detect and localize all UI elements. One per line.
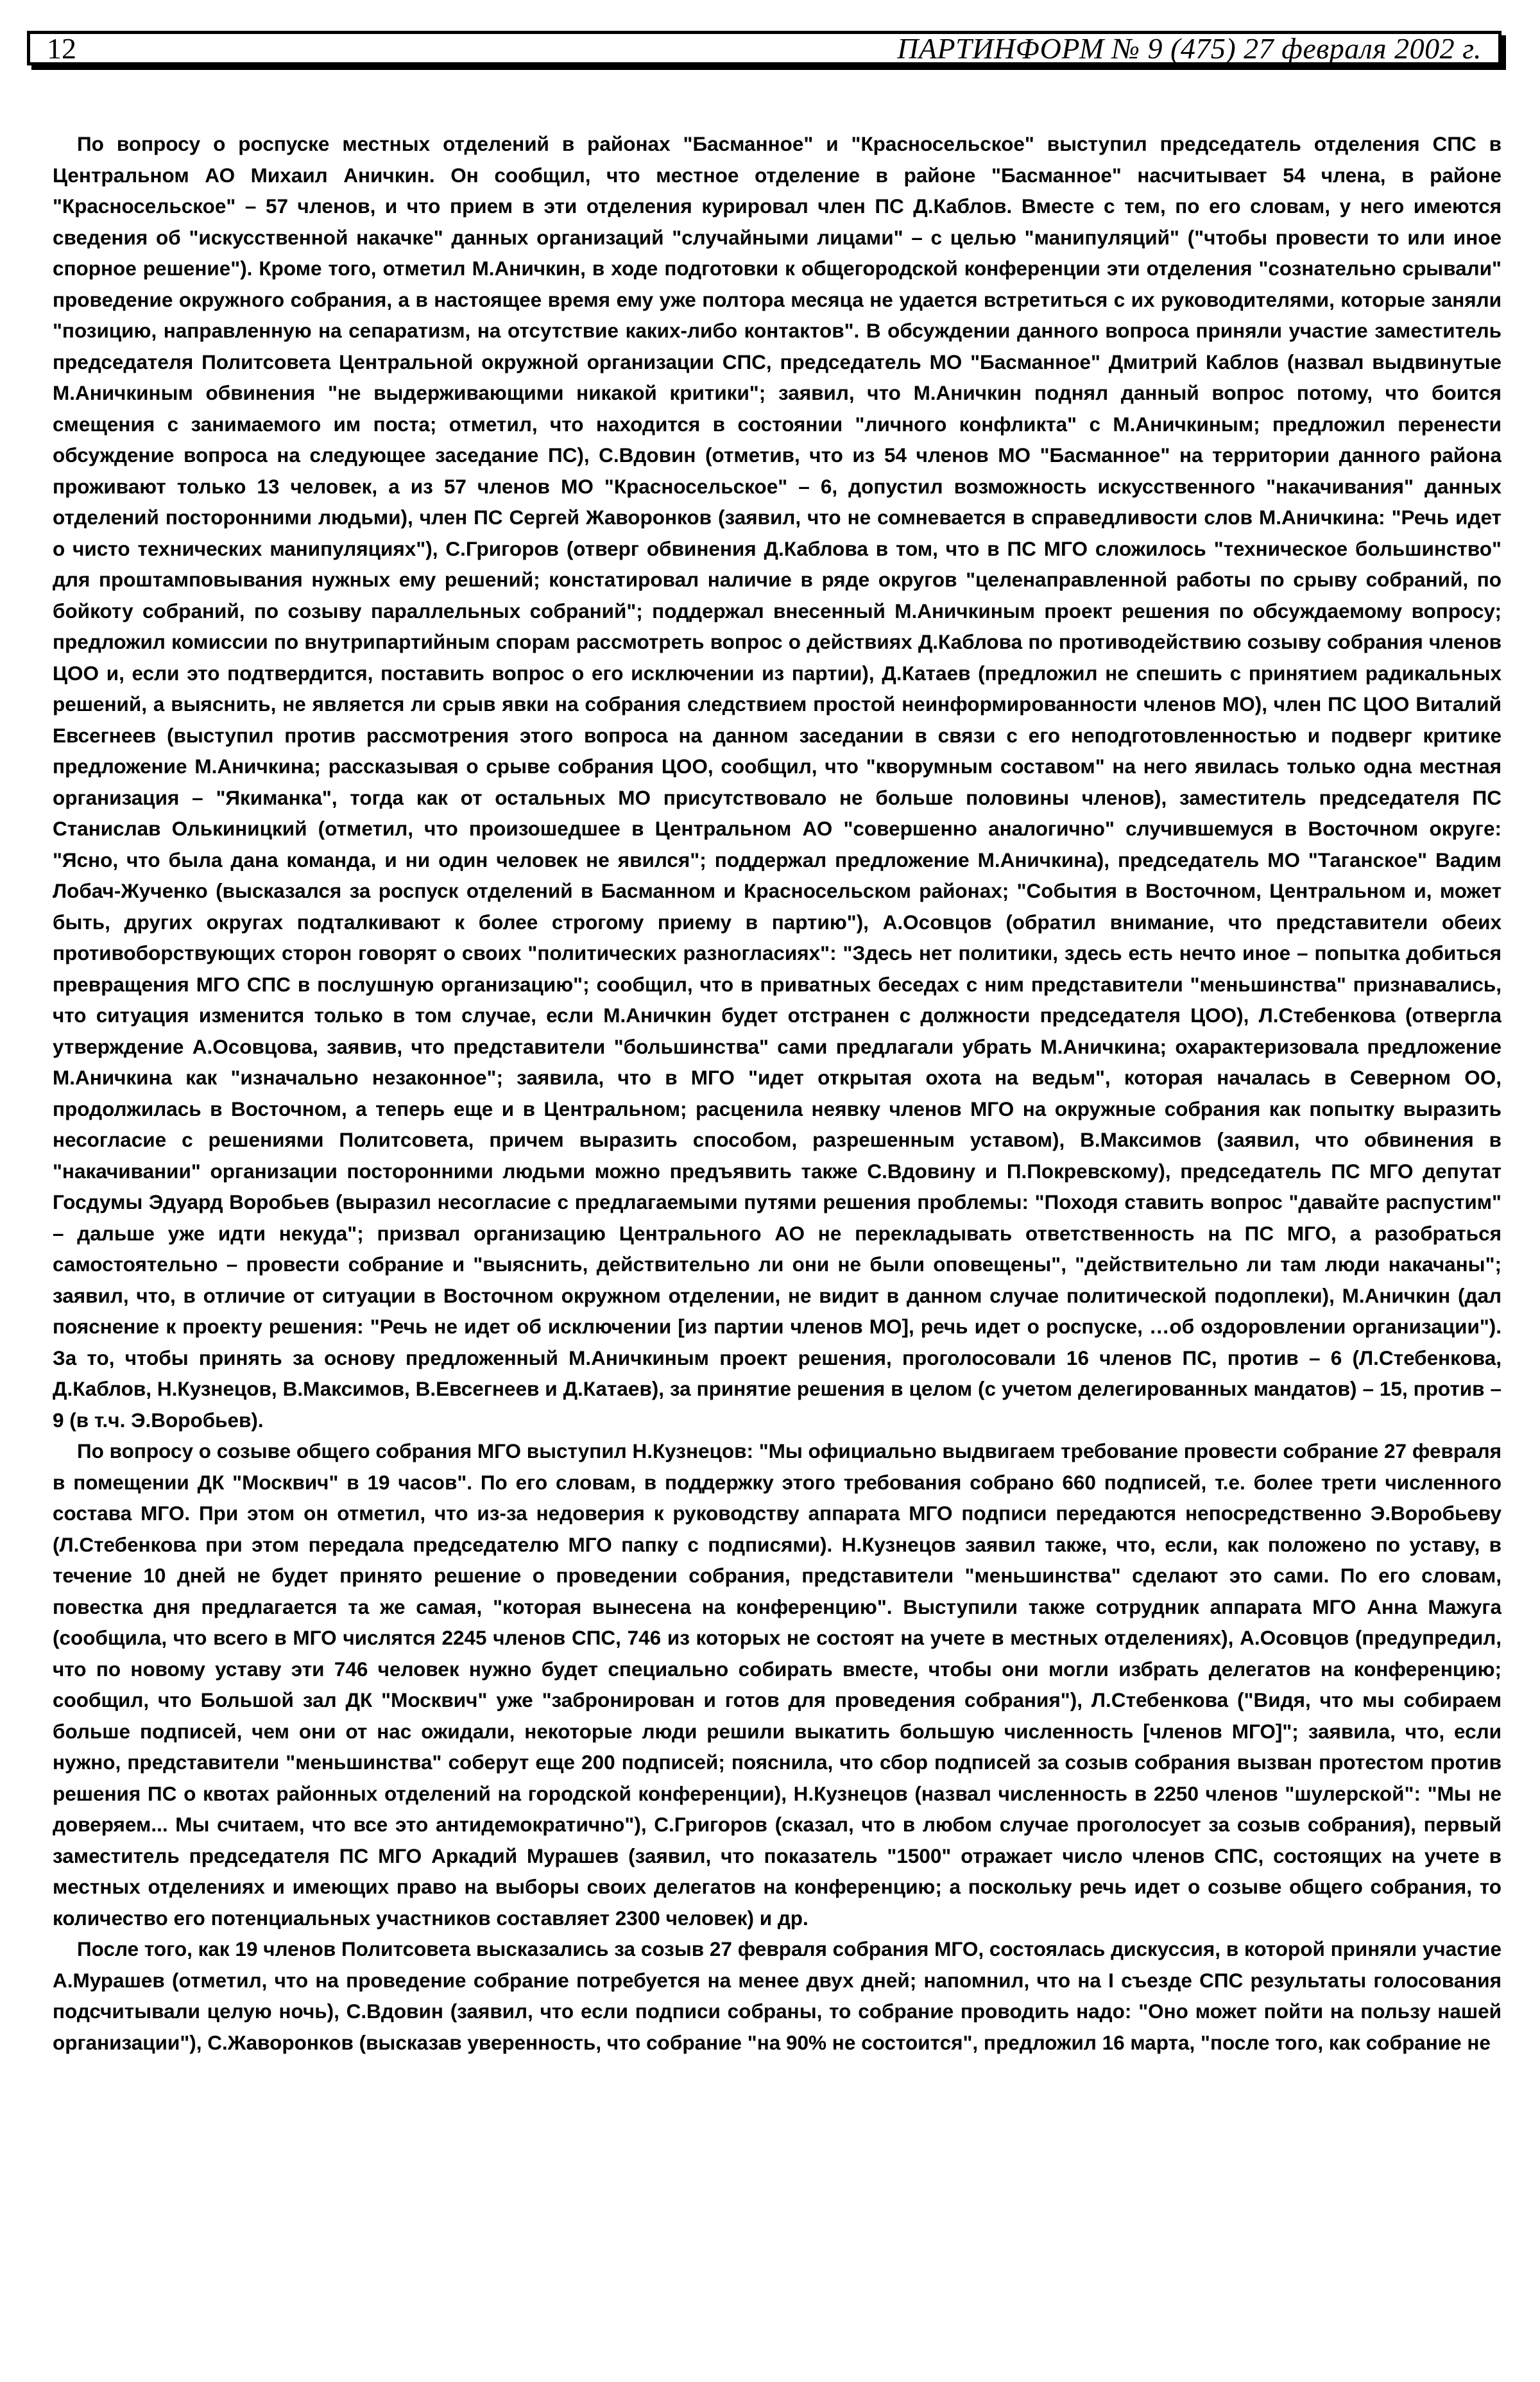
page-header	[27, 31, 1502, 65]
paragraph-general-meeting: По вопросу о созыве общего собрания МГО выступил Н.Кузнецов: "Мы официально выдвигаем требование провести собрание 27 февраля в помещении ДК "Москвич" в 19 часов". По его словам, в поддержку этого требования собрано 660 подписей, т.е. более трети численного состава МГО. При этом он отметил, что из-за недоверия к руководству аппарата МГО подписи передаются непосредственно Э.Воробьеву (Л.Стебенкова при этом передала председателю МГО папку с подписями). Н.Кузнецов заявил также, что, если, как положено по уставу, в течение 10 дней не будет принято решение о проведении собрания, представители "меньшинства" сделают это сами. По его словам, повестка дня предлагается та же самая, "которая вынесена на конференцию". Выступили также сотрудник аппарата МГО Анна Мажуга (сообщила, что всего в МГО числятся 2245 членов СПС, 746 из которых не состоят на учете в местных отделениях), А.Осовцов (предупредил, что по новому уставу эти 746 человек нужно будет специально собирать вместе, чтобы они могли избрать делегатов на конференцию; сообщил, что Большой зал ДК "Москвич" уже "забронирован и готов для проведения собрания"), Л.Стебенкова ("Видя, что мы собираем больше подписей, чем они от нас ожидали, некоторые люди решили выкатить большую численность [членов МГО]"; заявила, что, если нужно, представители "меньшинства" соберут еще 200 подписей; пояснила, что сбор подписей за созыв собрания вызван протестом против решения ПС о квотах районных отделений на городской конференции), Н.Кузнецов (назвал численность в 2250 членов "шулерской": "Мы не доверяем... Мы считаем, что все это антидемократично"), С.Григоров (сказал, что в любом случае проголосует за созыв собрания), первый заместитель председателя ПС МГО Аркадий Мурашев (заявил, что показатель "1500" отражает число членов СПС, состоящих на учете в местных отделениях и имеющих право на выборы своих делегатов на конференцию; а поскольку речь идет о созыве общего собрания, то количество его потенциальных участников составляет 2300 человек) и др.	[53, 1439, 1502, 1930]
paragraph-discussion: После того, как 19 членов Политсовета высказались за созыв 27 февраля собрания МГО, состоялась дискуссия, в которой приняли участие А.Мурашев (отметил, что на проведение собрание потребуется на менее двух дней; напомнил, что на I съезде СПС результаты голосования подсчитывали целую ночь), С.Вдовин (заявил, что если подписи собраны, то собрание проводить надо: "Оно может пойти на пользу нашей организации"), С.Жаворонков (высказав уверенность, что собрание "на 90% не состоится", предложил 16 марта, "после того, как собрание не	[53, 1937, 1502, 2054]
article-body	[53, 128, 1502, 2272]
page-number: 12	[47, 31, 76, 65]
issue-line: ПАРТИНФОРМ № 9 (475) 27 февраля 2002 г.	[897, 31, 1482, 65]
paragraph-dissolution: По вопросу о роспуске местных отделений в районах "Басманное" и "Красносельское" выступил председатель отделения СПС в Центральном АО Михаил Аничкин. Он сообщил, что местное отделение в районе "Басманное" насчитывает 54 члена, в районе "Красносельское" – 57 членов, и что прием в эти отделения курировал член ПС Д.Каблов. Вместе с тем, по его словам, у него имеются сведения об "искусственной накачке" данных организаций "случайными лицами" – с целью "манипуляций" ("чтобы провести то или иное спорное решение"). Кроме того, отметил М.Аничкин, в ходе подготовки к общегородской конференции эти отделения "сознательно срывали" проведение окружного собрания, а в настоящее время ему уже полтора месяца не удается встретиться с их руководителями, которые заняли "позицию, направленную на сепаратизм, на отсутствие каких-либо контактов". В обсуждении данного вопроса приняли участие заместитель председателя Политсовета Центральной окружной организации СПС, председатель МО "Басманное" Дмитрий Каблов (назвал выдвинутые М.Аничкиным обвинения "не выдерживающими никакой критики"; заявил, что М.Аничкин поднял данный вопрос потому, что боится смещения с занимаемого им поста; отметил, что находится в состоянии "личного конфликта" с М.Аничкиным; предложил перенести обсуждение вопроса на следующее заседание ПС), С.Вдовин (отметив, что из 54 членов МО "Басманное" на территории данного района проживают только 13 человек, а из 57 членов МО "Красносельское" – 6, допустил возможность искусственного "накачивания" данных отделений посторонними людьми), член ПС Сергей Жаворонков (заявил, что не сомневается в справедливости слов М.Аничкина: "Речь идет о чисто технических манипуляциях"), С.Григоров (отверг обвинения Д.Каблова в том, что в ПС МГО сложилось "техническое большинство" для проштамповывания нужных ему решений; констатировал наличие в ряде округов "целенаправленной работы по срыву собраний, по бойкоту собраний, по созыву параллельных собраний"; поддержал внесенный М.Аничкиным проект решения по обсуждаемому вопросу; предложил комиссии по внутрипартийным спорам рассмотреть вопрос о действиях Д.Каблова по противодействию созыву собрания членов ЦОО и, если это подтвердится, поставить вопрос о его исключении из партии), Д.Катаев (предложил не спешить с принятием радикальных решений, а выяснить, не является ли срыв явки на собрания следствием простой неинформированности членов МО), член ПС ЦОО Виталий Евсегнеев (выступил против рассмотрения этого вопроса на данном заседании в связи с его неподготовленностью и подверг критике предложение М.Аничкина; рассказывая о срыве собрания ЦОО, сообщил, что "кворумным составом" на него явилась только одна местная организация – "Якиманка", тогда как от остальных МО присутствовало не больше половины членов), заместитель председателя ПС Станислав Олькиницкий (отметил, что произошедшее в Центральном АО "совершенно аналогично" случившемуся в Восточном округе: "Ясно, что была дана команда, и ни один человек не явился"; поддержал предложение М.Аничкина), председатель МО "Таганское" Вадим Лобач-Жученко (высказался за роспуск отделений в Басманном и Красносельском районах; "События в Восточном, Центральном и, может быть, других округах подталкивают к более строгому приему в партию"), А.Осовцов (обратил внимание, что представители обеих противоборствующих сторон говорят о своих "политических разногласиях": "Здесь нет политики, здесь есть нечто иное – попытка добиться превращения МГО СПС в послушную организацию"; сообщил, что в приватных беседах с ним представители "меньшинства" признавались, что ситуация изменится только в том случае, если М.Аничкин будет отстранен с должности председателя ЦОО), Л.Стебенкова (отвергла утверждение А.Осовцова, заявив, что представители "большинства" сами предлагали убрать М.Аничкина; охарактеризовала предложение М.Аничкина как "изначально незаконное"; заявила, что в МГО "идет открытая охота на ведьм", которая началась в Северном ОО, продолжилась в Восточном, а теперь еще и в Центральном; расценила неявку членов МГО на окружные собрания как попытку выразить несогласие с решениями Политсовета, причем выразить способом, разрешенным уставом), В.Максимов (заявил, что обвинения в "накачивании" организации посторонними людьми можно предъявить также С.Вдовину и П.Покревскому), председатель ПС МГО депутат Госдумы Эдуард Воробьев (выразил несогласие с предлагаемыми путями решения проблемы: "Походя ставить вопрос "давайте распустим" – дальше уже идти некуда"; призвал организацию Центрального АО не перекладывать ответственность на ПС МГО, а разобраться самостоятельно – провести собрание и "выяснить, действительно ли они не были оповещены", "действительно ли там люди накачаны"; заявил, что, в отличие от ситуации в Восточном окружном отделении, не видит в данном случае политической подоплеки), М.Аничкин (дал пояснение к проекту решения: "Речь не идет об исключении [из партии членов МО], речь идет о роспуске, …об оздоровлении организации"). За то, чтобы принять за основу предложенный М.Аничкиным проект решения, проголосовали 16 членов ПС, против – 6 (Л.Стебенкова, Д.Каблов, Н.Кузнецов, В.Максимов, В.Евсегнеев и Д.Катаев), за принятие решения в целом (с учетом делегированных мандатов) – 15, против – 9 (в т.ч. Э.Воробьев).	[53, 132, 1502, 1432]
